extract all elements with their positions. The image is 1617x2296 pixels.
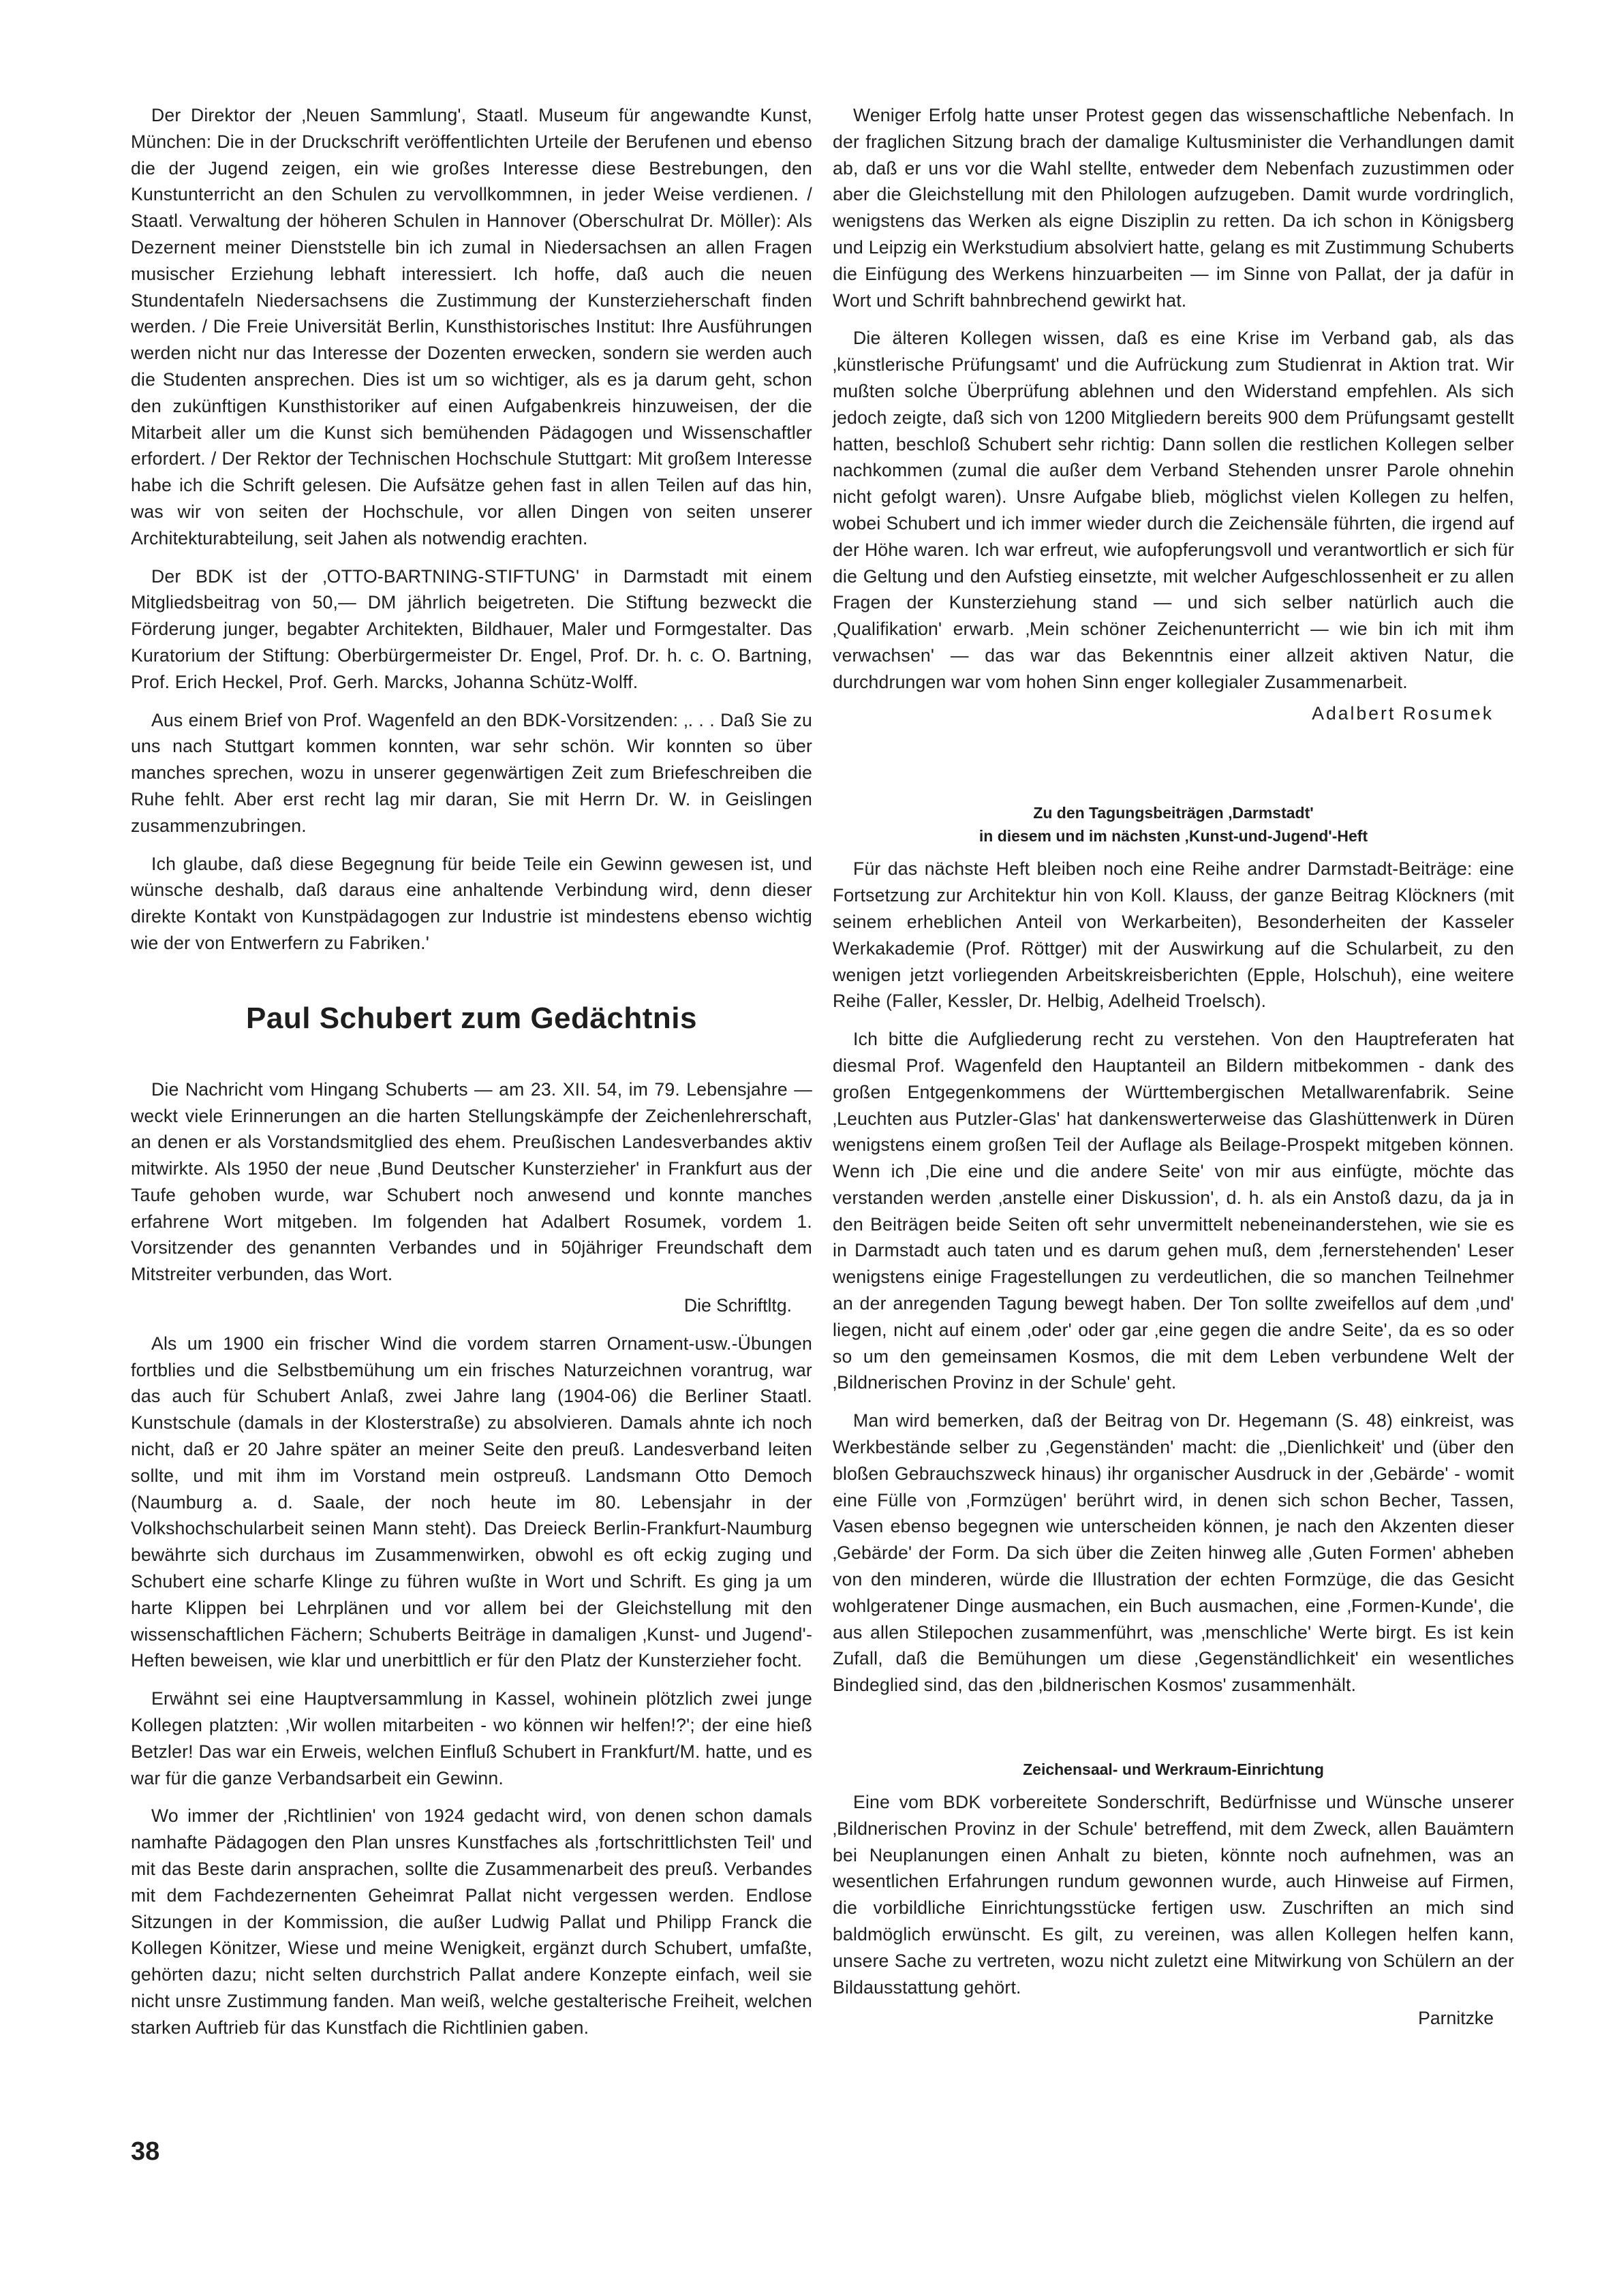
section-spacer xyxy=(833,726,1514,801)
article-intro: Die Nachricht vom Hingang Schuberts — am 23. XII. 54, im 79. Lebensjahre — weckt viele Erinnerungen an die harten Stellungskämpfe der Zeichenlehrerschaft, an denen er als Vorstandsmitglied des ehem. Preußischen Landesverbandes aktiv mitwirkte. Als 1950 der neue ‚Bund Deutscher Kunsterzieher' in Frankfurt aus der Taufe gehoben wurde, war Schubert noch anwesend und konnte manches erfahrene Wort mitgeben. Im folgenden hat Adalbert Rosumek, vordem 1. Vorsitzender des genannten Verbandes und in 50jähriger Freundschaft dem Mitstreiter verbunden, das Wort. xyxy=(131,1079,812,1285)
article-paragraph: Die älteren Kollegen wissen, daß es eine Krise im Verband gab, als das ‚künstlerische Prüfungsamt' und die Aufrückung zum Studienrat in Aktion trat. Wir mußten solche Überprüfung ablehnen und den Widerstand empfehlen. Als sich jedoch zeigte, daß sich von 1200 Mitgliedern bereits 900 dem Prüfungsamt gestellt hatten, beschloß Schubert sehr richtig: Dann sollen die restlichen Kollegen selber nachkommen (zumal die außer dem Verband Stehenden unsrer Parole ohnehin nicht gefolgt waren). Unsre Aufgabe blieb, möglichst vielen Kollegen zu helfen, wobei Schubert und ich immer wieder durch die Zeichensäle führten, die irgend auf der Höhe waren. Ich war erfreut, wie aufopferungsvoll und verantwortlich er sich für die Geltung und den Aufstieg einsetzte, mit welcher Aufgeschlossenheit er zu allen Fragen der Kunsterziehung stand — und sich selber natürlich auch die ‚Qualifikation' erwarb. ‚Mein schöner Zeichenunterricht — wie bin ich mit ihm verwachsen' — das war das Bekenntnis einer allzeit aktiven Natur, die durchdrungen war vom hohen Sinn enger kollegialer Zusammenarbeit. xyxy=(833,328,1514,692)
article-title: Paul Schubert zum Gedächtnis xyxy=(246,1001,697,1035)
article-signature: Adalbert Rosumek xyxy=(1312,702,1494,724)
article-paragraph: Als um 1900 ein frischer Wind die vordem starren Ornament-usw.-Übungen fortblies und die Selbstbemühung um ein frisches Naturzeichnen vorantrug, war das auch für Schubert Anlaß, zwei Jahre lang (1904-06) die Berliner Staatl. Kunstschule (damals in der Klosterstraße) zu absolvieren. Damals ahnte ich noch nicht, daß er 20 Jahre später an meiner Seite den preuß. Landesverband leiten sollte, und mit ihm im Vorstand mein ostpreuß. Landsmann Otto Democh (Naumburg a. d. Saale, der noch heute im 80. Lebensjahr in der Volkshochschularbeit seinen Mann steht). Das Dreieck Berlin-Frankfurt-Naumburg bewährte sich durchaus im Zusammenwirken, obwohl es oft eckig zuging und Schubert eine scharfe Klinge zu führen wußte in Wort und Schrift. Es ging ja um harte Klippen bei Lehrplänen und vor allem bei der Gleichstellung mit den wissenschaftlichen Fächern; Schuberts Beiträge in damaligen ‚Kunst- und Jugend'-Heften beweisen, wie klar und unerbittlich er für den Platz der Kunsterzieher focht. xyxy=(131,1333,812,1671)
article-intro-signature: Die Schriftltg. xyxy=(683,1295,792,1316)
section-heading-line: Zu den Tagungsbeiträgen ‚Darmstadt' xyxy=(1033,804,1314,822)
section-heading-darmstadt xyxy=(833,801,1514,848)
intro-paragraph: Der BDK ist der ‚OTTO-BARTNING-STIFTUNG' in Darmstadt mit einem Mitgliedsbeitrag von 50,— DM jährlich beigetreten. Die Stiftung bezweckt die Förderung junger, begabter Architekten, Bildhauer, Maler und Formgestalter. Das Kuratorium der Stiftung: Oberbürgermeister Dr. Engel, Prof. Dr. h. c. O. Bartning, Prof. Erich Heckel, Prof. Gerh. Marcks, Johanna Schütz-Wolff. xyxy=(131,565,812,692)
intro-paragraph: Ich glaube, daß diese Begegnung für beide Teile ein Gewinn gewesen ist, und wünsche deshalb, daß daraus eine anhaltende Verbindung wird, denn dieser direkte Kontakt von Kunstpädagogen zur Industrie ist mindestens ebenso wichtig wie der von Entwerfern zu Fabriken.' xyxy=(131,853,812,953)
left-column xyxy=(131,102,812,2053)
section-paragraph: Eine vom BDK vorbereitete Sonderschrift, Bedürfnisse und Wünsche unserer ‚Bildnerischen Provinz in der Schule' betreffend, mit dem Zweck, allen Bauämtern bei Neuplanungen einen Anhalt zu bieten, könnte noch aufnehmen, was an wesentlichen Erfahrungen rundum gewonnen wurde, auch Hinweise auf Firmen, die vorbildliche Einrichtungsstücke fertigen usw. Zuschriften an mich sind baldmöglich erwünscht. Es gilt, zu vereinen, was allen Kollegen helfen kann, unsere Sache zu vertreten, wozu nicht zuletzt eine Mitwirkung von Schülern an der Bildausstattung gehört. xyxy=(833,1792,1514,1998)
section-paragraph: Man wird bemerken, daß der Beitrag von Dr. Hegemann (S. 48) einkreist, was Werkbestände selber zu ‚Gegenständen' macht: die ‚‚Dienlichkeit' und (über den bloßen Gebrauchszweck hinaus) ihr organischer Ausdruck in der ‚Gebärde' - womit eine Fülle von ‚Formzügen' berührt wird, in denen sich schon Becher, Tassen, Vasen ebenso begegnen wie unterscheiden können, je nach den Akzenten dieser ‚Gebärde' der Form. Da sich über die Zeiten hinweg alle ‚Guten Formen' abheben von den minderen, würde die Illustration der echten Formzüge, die das Gesicht wohlgeratener Dinge ausmachen, ein Buch ausmachen, eine ‚Formen-Kunde', die aus allen Stilepochen zusammenführt, was ‚menschliche' Werte birgt. Es ist kein Zufall, daß die Bemühungen um diese ‚Gegenständlichkeit' ein wesentliches Bindeglied sind, das den ‚bildnerischen Kosmos' zusammenhält. xyxy=(833,1410,1514,1696)
section-spacer xyxy=(833,1710,1514,1758)
page-number: 38 xyxy=(131,2137,160,2166)
section-paragraph: Für das nächste Heft bleiben noch eine Reihe andrer Darmstadt-Beiträge: eine Fortsetzung zur Architektur hin von Koll. Klauss, der ganze Beitrag Klöckners (mit seinem erheblichen Anteil von Werkarbeiten), Besonderheiten der Kasseler Werkakademie (Prof. Röttger) mit der Auswirkung auf die Schularbeit, zu den wenigen jetzt vorliegenden Arbeitskreisberichten (Epple, Holschuh), eine weitere Reihe (Faller, Kessler, Dr. Helbig, Adelheid Troelsch). xyxy=(833,858,1514,1012)
article-paragraph: Erwähnt sei eine Hauptversammlung in Kassel, wohinein plötzlich zwei junge Kollegen platzten: ‚Wir wollen mitarbeiten - wo können wir helfen!?'; der eine hieß Betzler! Das war ein Erweis, welchen Einfluß Schubert in Frankfurt/M. hatte, und es war für die ganze Verbandsarbeit ein Gewinn. xyxy=(131,1688,812,1788)
section-paragraph: Ich bitte die Aufgliederung recht zu verstehen. Von den Hauptreferaten hat diesmal Prof. Wagenfeld den Hauptanteil an Bildern mitbekommen - dank des großen Entgegenkommens der Württembergischen Metallwarenfabrik. Seine ‚Leuchten aus Putzler-Glas' hat dankenswerterweise das Glashüttenwerk in Düren wenigstens einem großen Teil der Auflage als Beilage-Prospekt mitgeben können. Wenn ich ‚Die eine und die andere Seite' von mir aus einfügte, möchte das verstanden werden ‚anstelle einer Diskussion', d. h. als ein Anstoß dazu, da ja in den Beiträgen beide Seiten oft sehr unvermittelt nebeneinanderstehen, wie sie es in Darmstadt auch taten und es darum gehen muß, dem ‚fernerstehenden' Leser wenigstens einige Fragestellungen zu verdeutlichen, die so manchen Teilnehmer an der anregenden Tagung bewegt haben. Der Ton sollte zweifellos auf dem ‚und' liegen, nicht auf einem ‚oder' oder gar ‚eine gegen die andre Seite', da es so oder so um den gemeinsamen Kosmos, die mit dem Leben verbundene Welt der ‚Bildnerischen Provinz in der Schule' geht. xyxy=(833,1029,1514,1393)
article-paragraph: Weniger Erfolg hatte unser Protest gegen das wissenschaftliche Nebenfach. In der fraglichen Sitzung brach der damalige Kultusminister die Verhandlungen damit ab, daß er uns vor die Wahl stellte, entweder dem Nebenfach zuzustimmen oder aber die Gleichstellung mit den Philologen aufzugeben. Damit wurde vordringlich, wenigstens das Werken als eigne Disziplin zu retten. Da ich schon in Königsberg und Leipzig ein Werkstudium absolviert hatte, gelang es mit Zustimmung Schuberts die Einfügung des Werkens hinzuarbeiten — im Sinne von Pallat, der ja dafür in Wort und Schrift bahnbrechend gewirkt hat. xyxy=(833,105,1514,311)
intro-paragraph: Der Direktor der ‚Neuen Sammlung', Staatl. Museum für angewandte Kunst, München: Die in der Druckschrift veröffentlichten Urteile der Berufenen und ebenso die der Jugend zeigen, ein wie großes Interesse diese Bestrebungen, den Kunstunterricht an den Schulen zu vervollkommnen, in jeder Weise verdienen. / Staatl. Verwaltung der höheren Schulen in Hannover (Oberschulrat Dr. Möller): Als Dezernent meiner Dienststelle bin ich zumal in Niedersachsen an allen Fragen musischer Erziehung lebhaft interessiert. Ich hoffe, daß auch die neuen Stundentafeln Niedersachsens die Zustimmung der Kunsterzieherschaft finden werden. / Die Freie Universität Berlin, Kunsthistorisches Institut: Ihre Ausführungen werden nicht nur das Interesse der Dozenten erwecken, sondern sie werden auch die Studenten ansprechen. Dies ist um so wichtiger, als es ja darum geht, schon den zukünftigen Kunsthistoriker auf einen Aufgabenkreis hinzuweisen, der die Mitarbeit aller um die Kunst sich bemühenden Pädagogen und Wissenschaftler erfordert. / Der Rektor der Technischen Hochschule Stuttgart: Mit großem Interesse habe ich die Schrift gelesen. Die Aufsätze gehen fast in allen Teilen auf das hin, was wir von seiten der Hochschule, vor allen Dingen von seiten unserer Architekturabteilung, seit Jahen als notwendig erachten. xyxy=(131,105,812,548)
section-heading-zeichensaal: Zeichensaal- und Werkraum-Einrichtung xyxy=(1023,1760,1324,1779)
section-signature: Parnitzke xyxy=(1418,2008,1494,2029)
right-column xyxy=(833,102,1514,2032)
article-paragraph: Wo immer der ‚Richtlinien' von 1924 gedacht wird, von denen schon damals namhafte Pädagogen den Plan unsres Kunstfaches als ‚fortschrittlichsten Teil' und mit das Beste darin ansprachen, sollte die Zusammenarbeit des preuß. Verbandes mit dem Fachdezernenten Geheimrat Pallat nicht vergessen werden. Endlose Sitzungen in der Kommission, die außer Ludwig Pallat und Philipp Franck die Kollegen Könitzer, Wiese und meine Wenigkeit, ergänzt durch Schubert, umfaßte, gehörten dazu; nicht selten durchstrich Pallat andere Konzepte einfach, weil sie nicht unsre Zustimmung fanden. Man weiß, welche gestalterische Freiheit, welchen starken Auftrieb für das Kunstfach die Richtlinien gaben. xyxy=(131,1805,812,2038)
intro-paragraph: Aus einem Brief von Prof. Wagenfeld an den BDK-Vorsitzenden: ‚. . . Daß Sie zu uns nach Stuttgart kommen konnten, war sehr schön. Wir konnten so über manches sprechen, wozu in unserer gegenwärtigen Zeit zum Briefeschreiben die Ruhe fehlt. Aber erst recht lag mir daran, Sie mit Herrn Dr. W. in Geislingen zusammenzubringen. xyxy=(131,709,812,836)
section-heading-line: in diesem und im nächsten ‚Kunst-und-Jugend'-Heft xyxy=(979,827,1368,846)
